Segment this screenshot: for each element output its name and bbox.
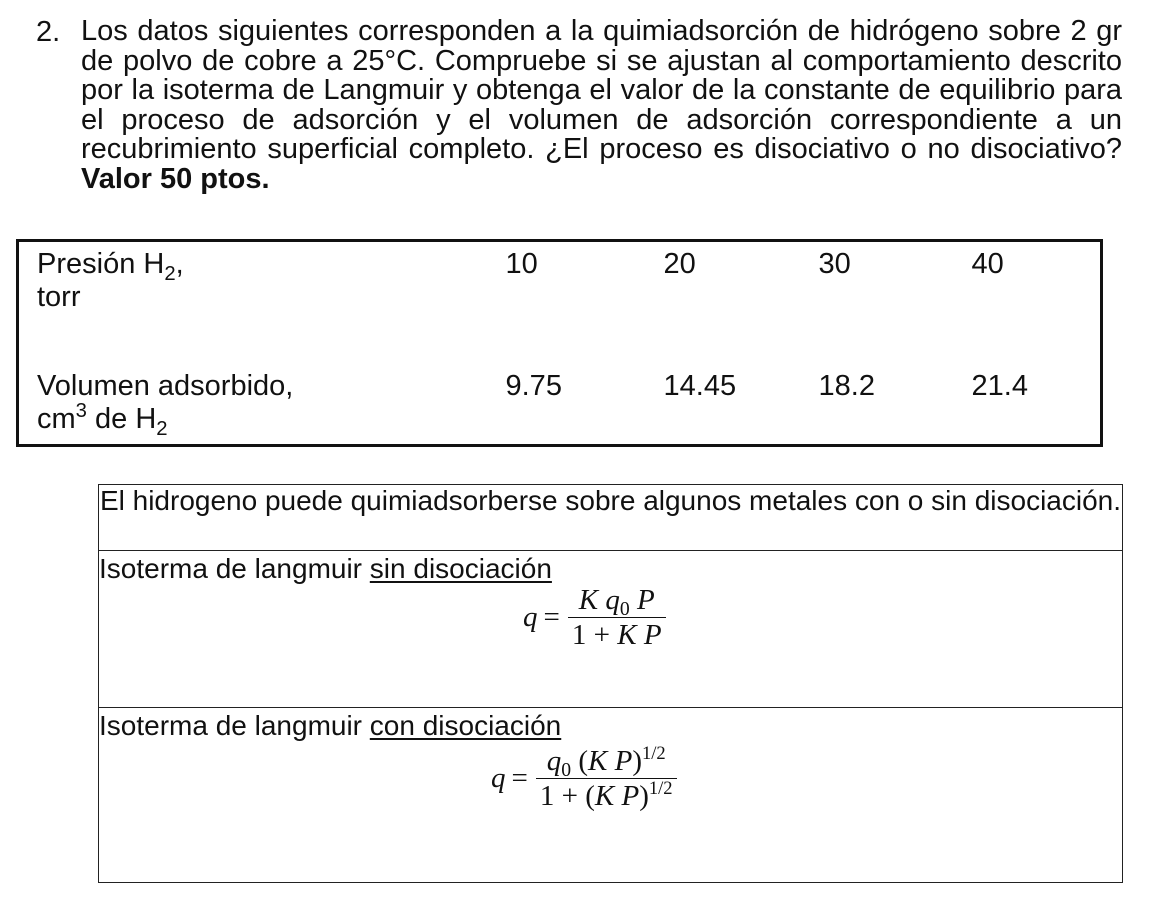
isotherm-no-dissociation (99, 551, 1123, 708)
pressure-value: 10 (505, 248, 538, 280)
volume-value: 21.4 (971, 370, 1028, 402)
isotherm-no-dissociation-title: Isoterma de langmuir sin disociación (99, 553, 552, 584)
question-number: 2. (36, 16, 61, 48)
volume-value: 9.75 (505, 370, 562, 402)
question-points: Valor 50 ptos. (81, 162, 270, 195)
langmuir-formula-no-dissociation: q = $\frac{K q_0 P}{\text{1 + K P}}$ (523, 583, 666, 652)
question-body: Los datos siguientes corresponden a la quimiadsorción de hidrógeno sobre 2 gr de polvo de cobre a 25°C. Compruebe si se ajustan al comportamiento descrito por la isoterma de Langmuir y obtenga el valor de la constante de equilibrio para el proceso de adsorción y el volumen de adsorción correspondiente a un recubrimiento superficial completo. ¿El proceso es disociativo o no disociativo? (81, 15, 1122, 165)
pressure-value: 30 (818, 248, 851, 280)
volume-value: 18.2 (818, 370, 875, 402)
question-text (81, 17, 1122, 194)
volume-row (18, 356, 1102, 446)
langmuir-formula-with-dissociation: q = $\frac{q_0 (K P)^{1/2}}{1 + (K P)^{1/2}}$ (491, 744, 677, 813)
pressure-value: 40 (971, 248, 1004, 280)
pressure-label: Presión $H_2$, torr (37, 248, 184, 313)
pressure-value: 20 (663, 248, 696, 280)
theory-box (98, 484, 1123, 883)
denominator: 1 + K P (571, 619, 662, 651)
denominator: 1 + (K P)$^{1/2}$ (539, 777, 673, 812)
numerator: $q_0$ (K P)$^{1/2}$ (546, 742, 666, 781)
isotherm-with-dissociation (99, 708, 1123, 883)
fraction (568, 583, 666, 652)
numerator: K $q_0$ P (578, 584, 655, 620)
data-table (16, 239, 1103, 447)
pressure-row (18, 241, 1102, 357)
fraction (536, 744, 677, 813)
volume-value: 14.45 (663, 370, 737, 402)
theory-intro: El hidrogeno puede quimiadsorberse sobre algunos metales con o sin disociación. (99, 485, 1123, 551)
volume-label: Volumen adsorbido, $cm^3$ de $H_2$ (37, 370, 294, 441)
isotherm-with-dissociation-title: Isoterma de langmuir con disociación (99, 710, 562, 741)
